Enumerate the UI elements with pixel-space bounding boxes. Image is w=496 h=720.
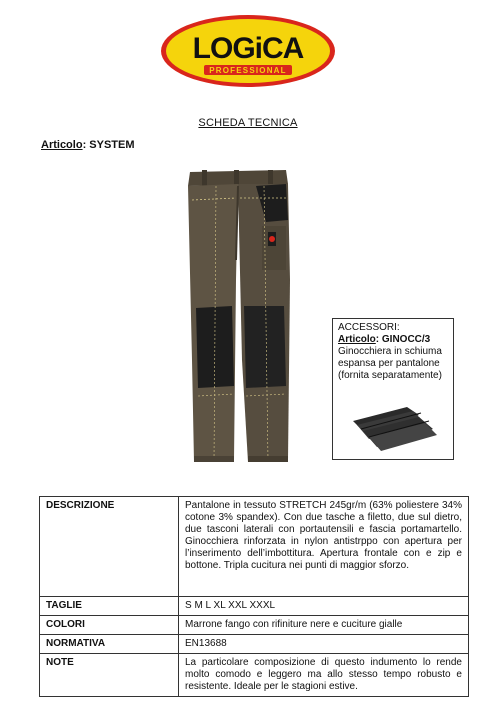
accessories-description: Ginocchiera in schiuma espansa per pantalone (fornita separatamente) (338, 346, 442, 381)
article-line (41, 139, 135, 151)
accessories-article-label: Articolo (338, 334, 376, 345)
logo-sub-text: PROFESSIONAL (209, 66, 287, 75)
table-row (40, 616, 469, 635)
spec-key: TAGLIE (40, 597, 179, 616)
page-title: SCHEDA TECNICA (198, 117, 298, 129)
table-row (40, 654, 469, 697)
accessories-article-value: : GINOCC/3 (375, 334, 431, 345)
spec-value: La particolare composizione di questo indumento lo rende molto comodo e leggero ma allo stesso tempo robusto e resistente. Ideale per le stagioni estive. (179, 654, 469, 697)
logo-brand-text: LOGiCA (192, 32, 304, 65)
spec-table (39, 496, 469, 697)
table-row (40, 635, 469, 654)
accessories-title: ACCESSORI: (338, 322, 400, 333)
spec-key: COLORI (40, 616, 179, 635)
table-row (40, 597, 469, 616)
product-image-pants (176, 160, 300, 480)
spec-value: S M L XL XXL XXXL (179, 597, 469, 616)
spec-key: DESCRIZIONE (40, 497, 179, 597)
table-row (40, 497, 469, 597)
spec-key: NOTE (40, 654, 179, 697)
spec-key: NORMATIVA (40, 635, 179, 654)
accessories-box (332, 318, 454, 460)
article-label: Articolo (41, 139, 83, 151)
article-value: : SYSTEM (82, 139, 135, 151)
spec-value: Pantalone in tessuto STRETCH 245gr/m (63% poliestere 34% cotone 3% spandex). Con due tasche a filetto, due sul dietro, due tasconi laterali con portautensili e fascia portamartello. Ginocchiera rinforzata in nylon antistrppo con apertura per l’inserimento dell’imbottitura. Apertura frontale con e zip e bottone. Tripla cucitura nei punti di maggior sforzo. (179, 497, 469, 597)
logica-logo (160, 14, 336, 88)
spec-value: Marrone fango con rifiniture nere e cuciture gialle (179, 616, 469, 635)
kneepad-image (349, 403, 441, 453)
accessories-article (338, 334, 430, 345)
spec-value: EN13688 (179, 635, 469, 654)
